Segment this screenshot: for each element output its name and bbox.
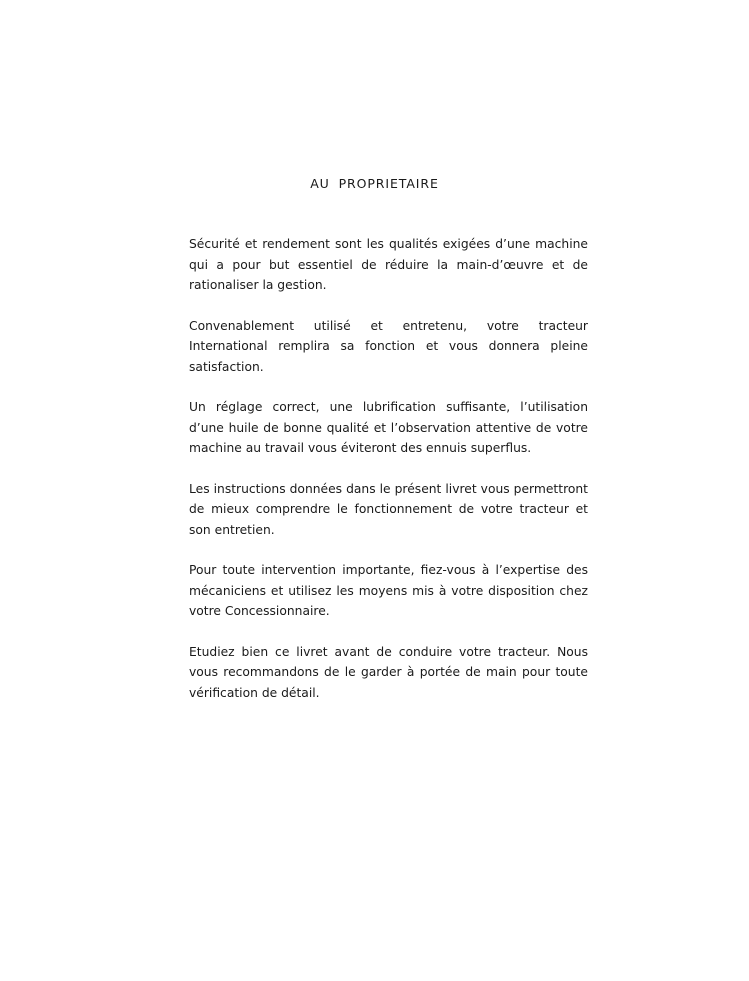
- paragraph-5: Pour toute intervention importante, fiez-vous à l’expertise des mécaniciens et utilisez les moyens mis à votre disposition chez votre Concessionnaire.: [189, 563, 588, 618]
- document-body: [189, 234, 588, 723]
- paragraph-3: Un réglage correct, une lubrification suffisante, l’utilisation d’une huile de bonne qualité et l’observation attentive de votre machine au travail vous éviteront des ennuis superflus.: [189, 400, 588, 455]
- page-title: AU PROPRIETAIRE: [310, 176, 439, 191]
- paragraph-1: Sécurité et rendement sont les qualités exigées d’une machine qui a pour but essentiel de réduire la main-d’œuvre et de rationaliser la gestion.: [189, 237, 588, 292]
- paragraph-6: Etudiez bien ce livret avant de conduire votre tracteur. Nous vous recommandons de le garder à portée de main pour toute vérification de détail.: [189, 644, 588, 700]
- paragraph-2: Convenablement utilisé et entretenu, votre tracteur International remplira sa fonction et vous donnera pleine satisfaction.: [189, 318, 588, 374]
- paragraph-4: Les instructions données dans le présent livret vous permettront de mieux comprendre le fonctionnement de votre tracteur et son entretien.: [189, 481, 588, 537]
